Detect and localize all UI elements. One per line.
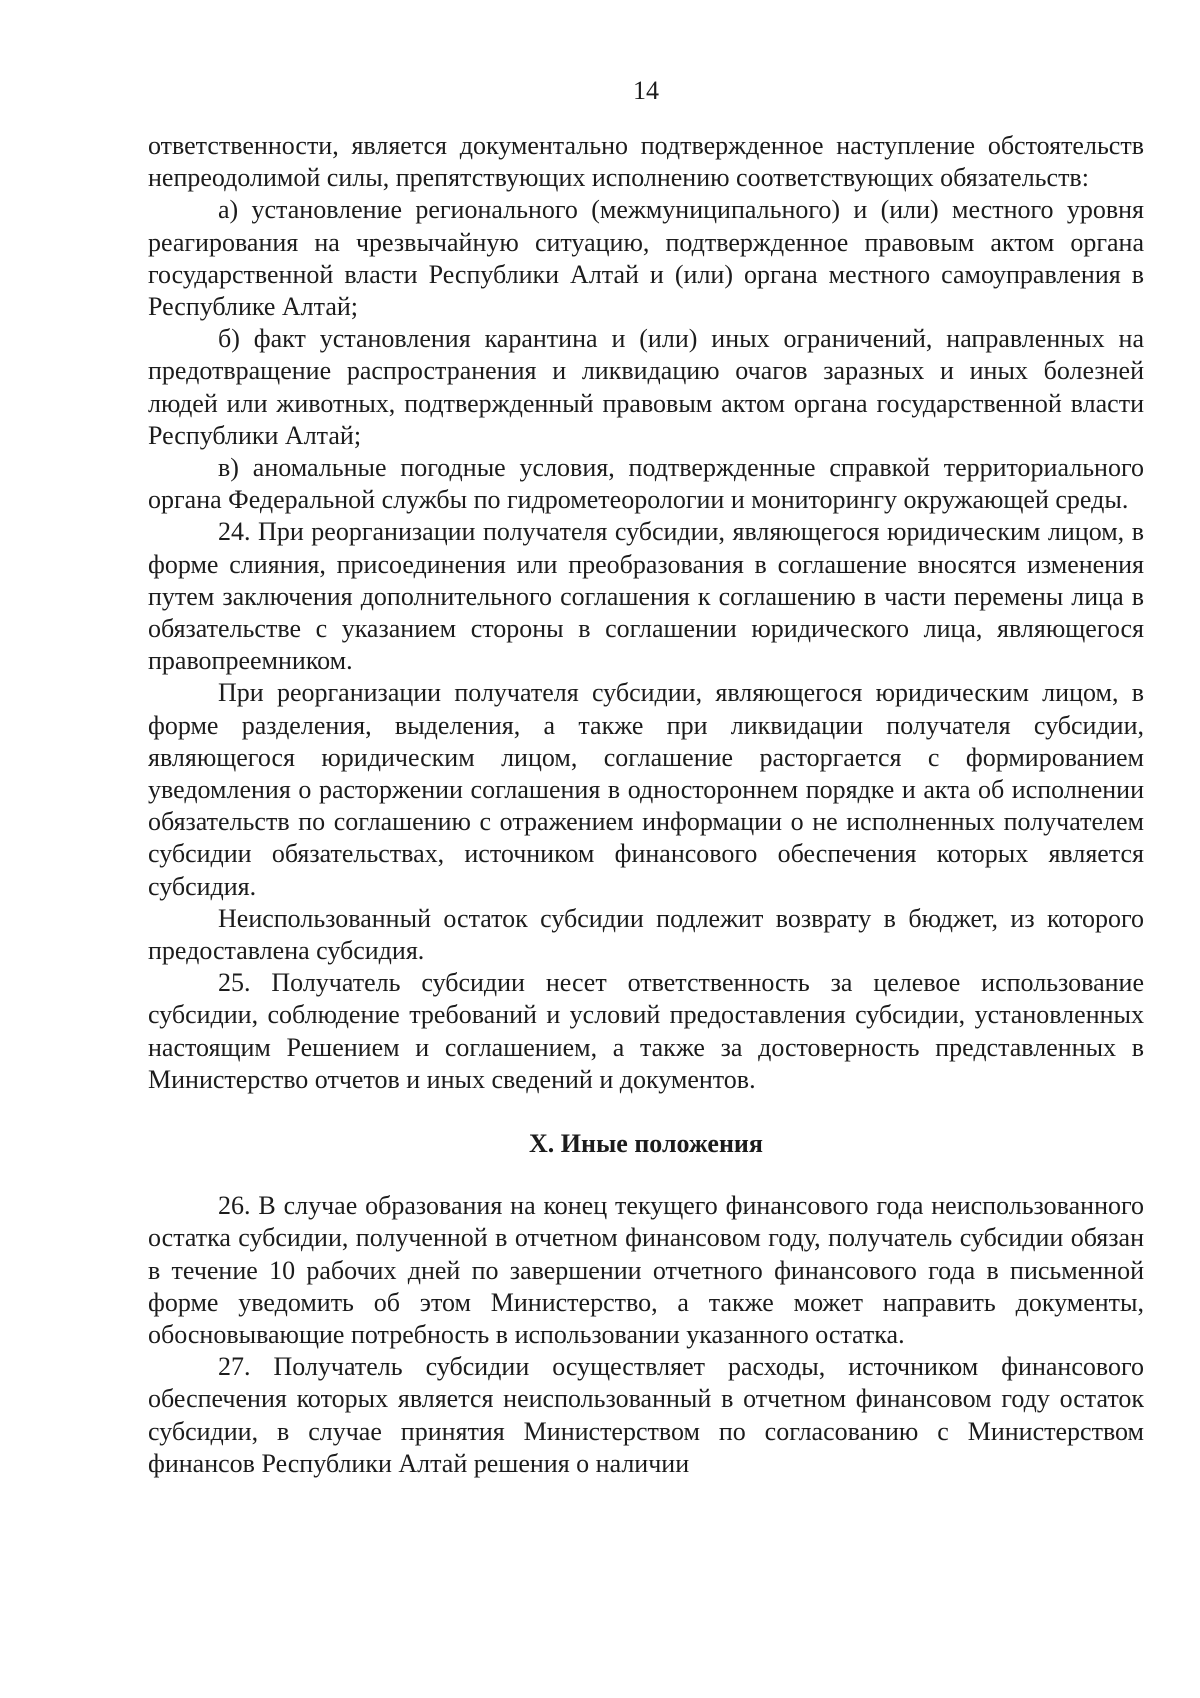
paragraph-continuation: ответственности, является документально подтвержденное наступление обстоятельств непреодолимой силы, препятствующих исполнению соответствующих обязательств:: [148, 131, 1144, 193]
page-number: 14: [633, 76, 659, 105]
paragraph-24-reorganization: При реорганизации получателя субсидии, являющегося юридическим лицом, в форме разделения, выделения, а также при ликвидации получателя субсидии, являющегося юридическим лицом, соглашение расторгается с формированием уведомления о расторжении соглашения в одностороннем порядке и акта об исполнении обязательств по соглашению с отражением информации о не исполненных получателем субсидии обязательствах, источником финансового обеспечения которых является субсидия.: [148, 678, 1144, 901]
paragraph-item-v: в) аномальные погодные условия, подтвержденные справкой территориального органа Федеральной службы по гидрометеорологии и мониторингу окружающей среды.: [148, 453, 1144, 515]
section-heading: X. Иные положения: [529, 1129, 763, 1159]
paragraph-24: 24. При реорганизации получателя субсидии, являющегося юридическим лицом, в форме слияния, присоединения или преобразования в соглашение вносятся изменения путем заключения дополнительного соглашения к соглашению в части перемены лица в обязательстве с указанием стороны в соглашении юридического лица, являющегося правопреемником.: [148, 517, 1144, 676]
paragraph-26: 26. В случае образования на конец текущего финансового года неиспользованного остатка субсидии, полученной в отчетном финансовом году, получатель субсидии обязан в течение 10 рабочих дней по завершении отчетного финансового года в письменной форме уведомить об этом Министерство, а также может направить документы, обосновывающие потребность в использовании указанного остатка.: [148, 1191, 1144, 1349]
paragraph-25: 25. Получатель субсидии несет ответственность за целевое использование субсидии, соблюдение требований и условий предоставления субсидии, установленных настоящим Решением и соглашением, а также за достоверность представленных в Министерство отчетов и иных сведений и документов.: [148, 968, 1144, 1094]
paragraph-24-unused-balance: Неиспользованный остаток субсидии подлежит возврату в бюджет, из которого предоставлена субсидия.: [148, 903, 1144, 966]
paragraph-item-b: б) факт установления карантина и (или) иных ограничений, направленных на предотвращение распространения и ликвидацию очагов заразных и иных болезней людей или животных, подтвержденный правовым актом органа государственной власти Республики Алтай;: [148, 324, 1144, 450]
paragraph-item-a: а) установление регионального (межмуниципального) и (или) местного уровня реагирования на чрезвычайную ситуацию, подтвержденное правовым актом органа государственной власти Республики Алтай и (или) органа местного самоуправления в Республике Алтай;: [148, 195, 1144, 322]
paragraph-27: 27. Получатель субсидии осуществляет расходы, источником финансового обеспечения которых является неиспользованный в отчетном финансовом году остаток субсидии, в случае принятия Министерством по согласованию с Министерством финансов Республики Алтай решения о наличии: [148, 1352, 1144, 1478]
